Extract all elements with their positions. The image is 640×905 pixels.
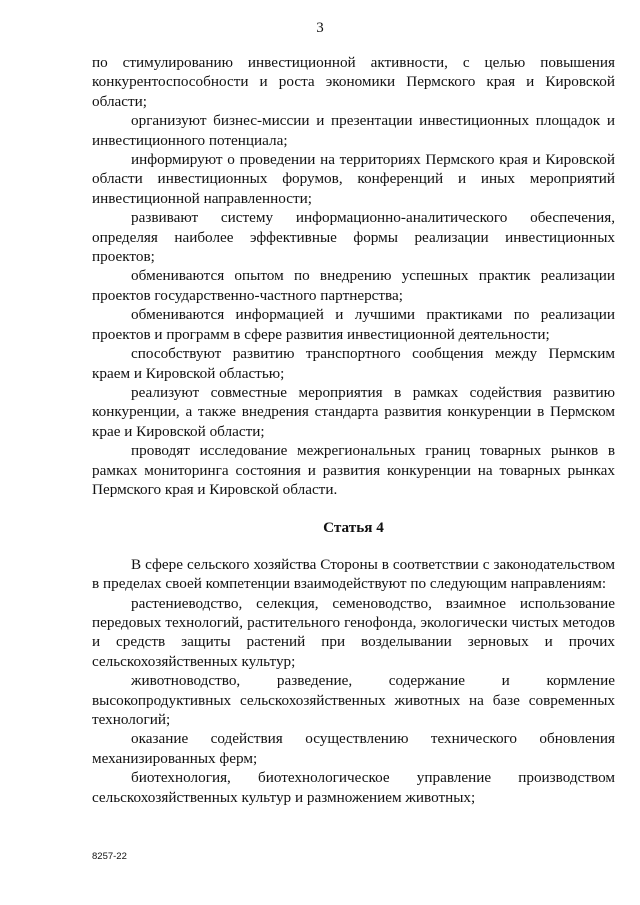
paragraph: В сфере сельского хозяйства Стороны в соответствии с законодательством в пределах своей компетенции взаимодействуют по следующим направлениям:	[92, 555, 615, 593]
paragraph: обмениваются информацией и лучшими практиками по реализации проектов и программ в сфере развития инвестиционной деятельности;	[92, 306, 615, 343]
paragraph: реализуют совместные мероприятия в рамках содействия развитию конкуренции, а также внедрения стандарта развития конкуренции в Пермском крае и Кировской области;	[92, 383, 615, 440]
paragraph: способствуют развитию транспортного сообщения между Пермским краем и Кировской областью;	[92, 345, 615, 382]
document-code: 8257-22	[92, 851, 127, 862]
document-body	[92, 53, 615, 807]
paragraph: оказание содействия осуществлению технического обновления механизированных ферм;	[92, 730, 615, 767]
paragraph: информируют о проведении на территориях Пермского края и Кировской области инвестиционных форумов, конференций и иных мероприятий инвестиционной направленности;	[92, 151, 615, 207]
paragraph: проводят исследование межрегиональных границ товарных рынков в рамках мониторинга состояния и развития конкуренции на товарных рынках Пермского края и Кировской области.	[92, 442, 615, 498]
paragraph: по стимулированию инвестиционной активности, с целью повышения конкурентоспособности и роста экономики Пермского края и Кировской области;	[92, 54, 615, 110]
paragraph: обмениваются опытом по внедрению успешных практик реализации проектов государственно-частного партнерства;	[92, 267, 615, 304]
paragraph: организуют бизнес-миссии и презентации инвестиционных площадок и инвестиционного потенциала;	[92, 112, 615, 149]
paragraph: развивают систему информационно-аналитического обеспечения, определяя наиболее эффективные формы реализации инвестиционных проектов;	[92, 209, 615, 266]
paragraph: биотехнология, биотехнологическое управление производством сельскохозяйственных культур и размножением животных;	[92, 769, 615, 806]
paragraph: животноводство, разведение, содержание и кормление высокопродуктивных сельскохозяйственных животных на базе современных технологий;	[92, 672, 615, 728]
paragraph: растениеводство, селекция, семеноводство, взаимное использование передовых технологий, растительного генофонда, экологически чистых методов и средств защиты растений при возделывании зерновых и прочих сельскохозяйственных культур;	[92, 594, 615, 670]
article-heading: Статья 4	[323, 519, 384, 537]
page-number: 3	[316, 20, 324, 36]
